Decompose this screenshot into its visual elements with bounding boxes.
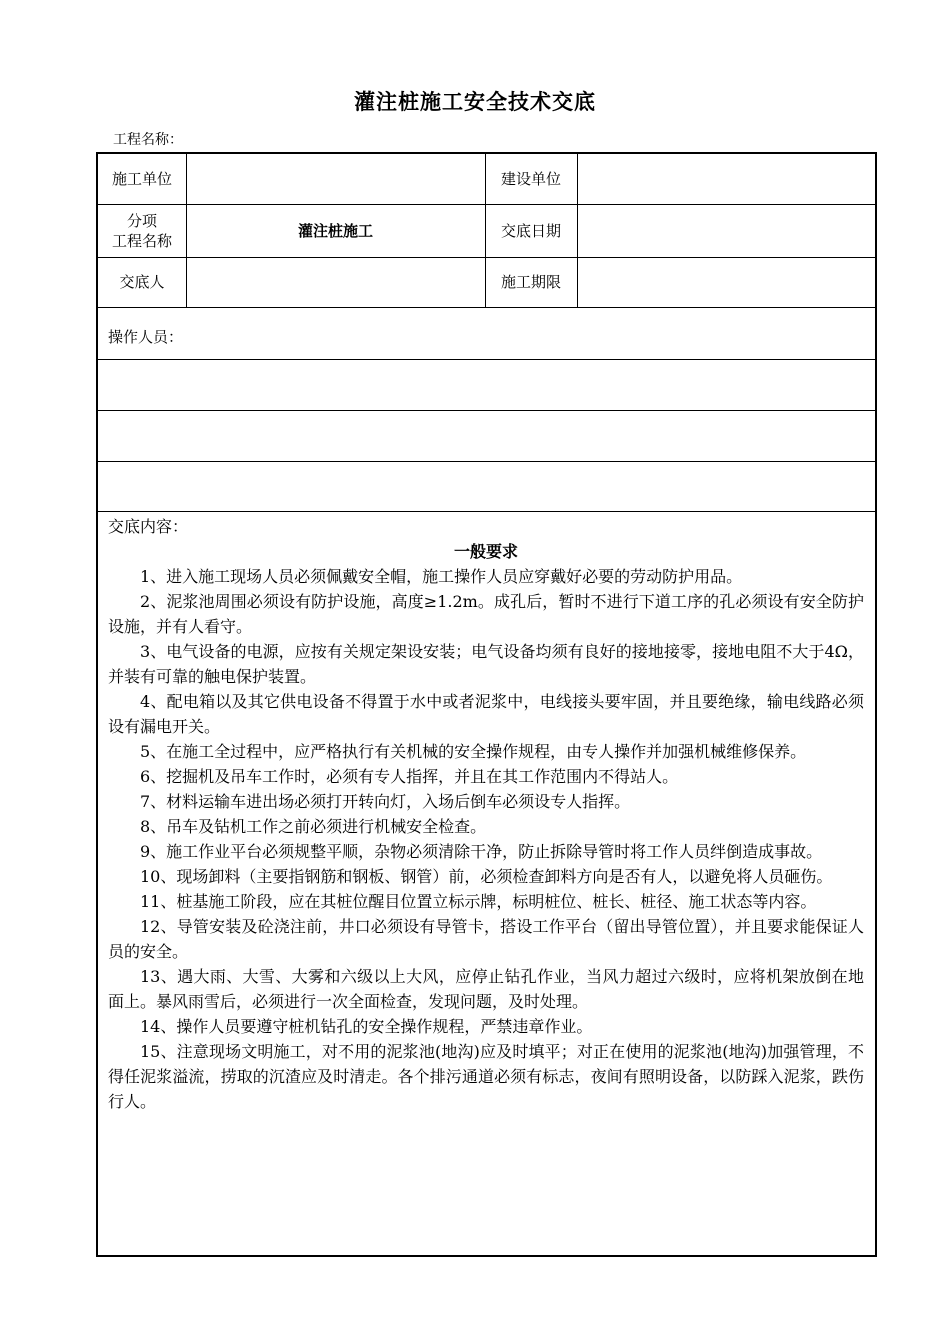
construction-unit-field[interactable] [186,154,485,204]
sub-project-label-line2: 工程名称 [111,231,172,250]
requirement-item: 7、材料运输车进出场必须打开转向灯，入场后倒车必须设专人指挥。 [140,792,631,811]
period-label: 施工期限 [500,273,561,291]
row-divider [98,410,875,411]
date-field[interactable] [577,204,875,257]
requirement-item: 2、泥浆池周围必须设有防护设施，高度≥1.2m。成孔后，暂时不进行下道工序的孔必须设有安全防护设施，并有人看守。 [108,592,864,636]
date-label: 交底日期 [500,221,561,240]
requirement-item: 3、电气设备的电源，应按有关规定架设安装；电气设备均须有良好的接地接零，接地电阻不大于4Ω，并装有可靠的触电保护装置。 [108,642,864,686]
section-title: 一般要求 [453,542,518,561]
requirement-item: 5、在施工全过程中，应严格执行有关机械的安全操作规程，由专人操作并加强机械维修保养。 [140,742,807,761]
sub-project-label-line1: 分项 [126,211,157,230]
requirement-item: 11、桩基施工阶段，应在其桩位醒目位置立标示牌，标明桩位、桩长、桩径、施工状态等内容。 [140,892,817,911]
row-divider [98,511,875,512]
disclosure-form-table [96,152,877,1257]
owner-unit-field[interactable] [577,154,875,204]
requirement-item: 8、吊车及钻机工作之前必须进行机械安全检查。 [140,817,487,836]
requirement-item: 15、注意现场文明施工，对不用的泥浆池(地沟)应及时填平；对正在使用的泥浆池(地沟)加强管理，不得任泥浆溢流，捞取的沉渣应及时清走。各个排污通道必须有标志，夜间有照明设备，以防踩入泥浆，跌伤行人。 [108,1042,864,1111]
presenter-field[interactable] [186,257,485,307]
project-name-label: 工程名称： [113,132,183,148]
sub-project-value: 灌注桩施工 [297,221,373,240]
requirement-item: 13、遇大雨、大雪、大雾和六级以上大风，应停止钻孔作业，当风力超过六级时，应将机架放倒在地面上。暴风雨雪后，必须进行一次全面检查，发现问题，及时处理。 [108,967,864,1011]
row-divider [98,359,875,360]
content-label: 交底内容： [108,517,189,536]
requirement-item: 6、挖掘机及吊车工作时，必须有专人指挥，并且在其工作范围内不得站人。 [140,767,679,786]
requirement-item: 14、操作人员要遵守桩机钻孔的安全操作规程，严禁违章作业。 [140,1017,593,1036]
disclosure-content [108,514,864,1114]
presenter-label: 交底人 [119,273,165,291]
owner-unit-label: 建设单位 [500,170,561,188]
requirement-item: 1、进入施工现场人员必须佩戴安全帽，施工操作人员应穿戴好必要的劳动防护用品。 [140,567,743,586]
construction-unit-label: 施工单位 [111,170,172,188]
requirement-item: 12、导管安装及砼浇注前，井口必须设有导管卡，搭设工作平台（留出导管位置），并且要求能保证人员的安全。 [108,917,864,961]
operators-label: 操作人员： [108,328,184,346]
requirement-item: 4、配电箱以及其它供电设备不得置于水中或者泥浆中，电线接头要牢固，并且要绝缘，输电线路必须设有漏电开关。 [108,692,864,736]
document-title: 灌注桩施工安全技术交底 [354,90,596,114]
sub-project-label [98,204,186,257]
row-divider [98,461,875,462]
requirement-item: 10、现场卸料（主要指钢筋和钢板、钢管）前，必须检查卸料方向是否有人，以避免将人员砸伤。 [140,867,833,886]
requirement-item: 9、施工作业平台必须规整平顺，杂物必须清除干净，防止拆除导管时将工作人员绊倒造成事故。 [140,842,823,861]
row-divider [98,307,875,308]
period-field[interactable] [577,257,875,307]
